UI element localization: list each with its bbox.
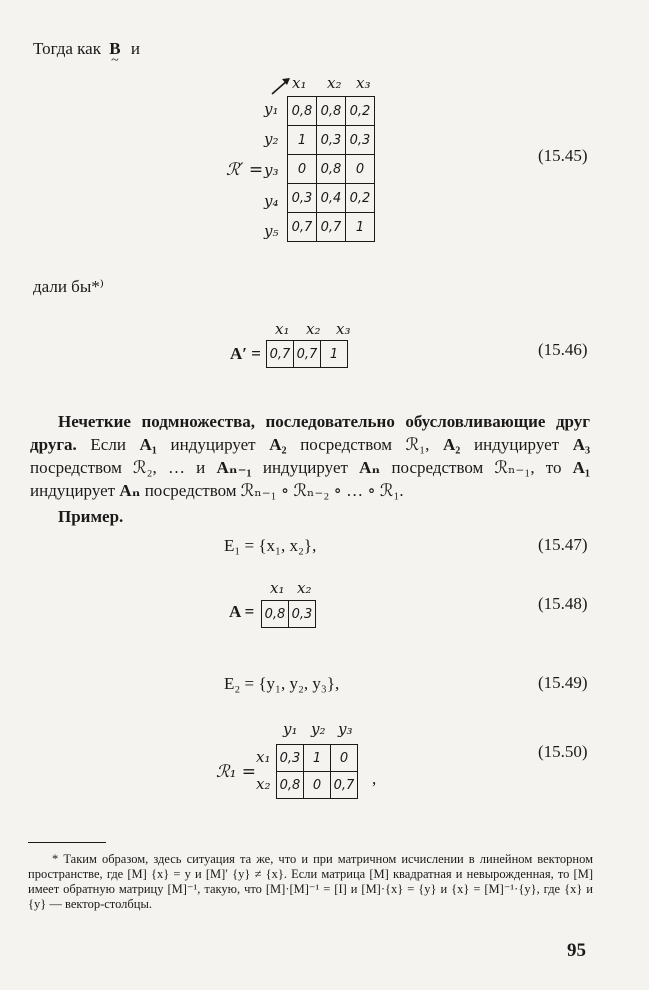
r1-label: ℛ₁ =: [216, 762, 257, 782]
equation-number-1550: (15.50): [538, 742, 588, 761]
matrix-cell: 0,7: [331, 772, 358, 799]
matrix-cell: 0,7: [267, 341, 294, 368]
matrix-cell: 0,8: [277, 772, 304, 799]
a-col-1: x₁: [270, 579, 285, 597]
matrix-row: [288, 97, 375, 126]
matrix-row: [262, 601, 316, 628]
matrix-cell: 0,3: [288, 184, 317, 213]
r1-col-3: y₃: [338, 720, 353, 738]
para-an2: Aₙ: [119, 481, 141, 500]
matrix-row: [288, 126, 375, 155]
matrix-cell: 0,4: [317, 184, 346, 213]
intro-symbol: B ~: [109, 38, 120, 60]
para-ind3: индуцирует: [262, 458, 348, 477]
para-via4: посредством ℛₙ₋₁ ∘ ℛₙ₋₂ ∘ … ∘ ℛ₁.: [144, 481, 404, 500]
intro-text: Тогда как: [33, 39, 101, 58]
matrix-cell: 0,7: [317, 213, 346, 242]
aprime-col-1: x₁: [275, 320, 290, 338]
para-ind4: индуцирует: [30, 481, 116, 500]
intro-line: [33, 38, 140, 60]
intro-end: и: [130, 39, 140, 58]
example-heading: Пример.: [58, 507, 124, 526]
rprime-col-2: x₂: [327, 74, 342, 92]
aprime-vector: [266, 340, 348, 368]
e1-equation: E₁ = {x₁, x₂},: [224, 536, 317, 555]
rprime-row-3: y₃: [264, 161, 279, 179]
matrix-row: [277, 745, 358, 772]
r1-trailing-comma: ,: [372, 769, 377, 788]
equation-number-1545: (15.45): [538, 146, 588, 165]
para-a2b: A₂: [443, 435, 461, 454]
matrix-row: [267, 341, 348, 368]
aprime-col-3: x₃: [336, 320, 351, 338]
para-a2: A₂: [269, 435, 287, 454]
rprime-matrix: [287, 96, 375, 242]
rprime-col-1: x₁: [292, 74, 307, 92]
a-label: A =: [229, 602, 255, 621]
matrix-cell: 1: [304, 745, 331, 772]
matrix-cell: 1: [288, 126, 317, 155]
rprime-col-3: x₃: [356, 74, 371, 92]
would-give-text: дали бы*⁾: [33, 277, 104, 296]
para-if: Если: [90, 435, 126, 454]
matrix-cell: 0,8: [317, 97, 346, 126]
para-ind1: индуцирует: [170, 435, 256, 454]
para-ind2: индуцирует: [474, 435, 560, 454]
rprime-row-2: y₂: [264, 130, 279, 148]
rprime-row-4: y₄: [264, 192, 279, 210]
matrix-cell: 0,8: [262, 601, 289, 628]
equation-number-1546: (15.46): [538, 340, 588, 359]
e2-equation: E₂ = {y₁, y₂, y₃},: [224, 674, 340, 693]
equation-number-1549: (15.49): [538, 673, 588, 692]
paragraph-chained-subsets: [30, 410, 590, 502]
matrix-cell: 0,3: [277, 745, 304, 772]
r1-col-2: y₂: [311, 720, 326, 738]
para-a1: A₁: [139, 435, 157, 454]
matrix-cell: 1: [346, 213, 375, 242]
matrix-cell: 0,8: [317, 155, 346, 184]
equation-number-1547: (15.47): [538, 535, 588, 554]
matrix-cell: 0: [304, 772, 331, 799]
matrix-cell: 0: [288, 155, 317, 184]
matrix-cell: 0: [346, 155, 375, 184]
matrix-cell: 0,2: [346, 184, 375, 213]
matrix-cell: 0,7: [294, 341, 321, 368]
para-a3: A₃: [572, 435, 591, 454]
matrix-cell: 0,7: [288, 213, 317, 242]
aprime-label: A′ =: [230, 344, 261, 363]
matrix-cell: 1: [321, 341, 348, 368]
matrix-cell: 0,3: [317, 126, 346, 155]
para-an1: Aₙ₋₁: [216, 458, 252, 477]
a-col-2: x₂: [297, 579, 312, 597]
para-an: Aₙ: [359, 458, 381, 477]
matrix-cell: 0,3: [346, 126, 375, 155]
a-vector: [261, 600, 316, 628]
rprime-row-5: y₅: [264, 222, 279, 240]
para-via3: посредством ℛₙ₋₁, то: [391, 458, 562, 477]
matrix-row: [288, 155, 375, 184]
para-line2: посредством ℛ₂, … и: [30, 458, 206, 477]
aprime-col-2: x₂: [306, 320, 321, 338]
page-number: 95: [567, 940, 586, 961]
matrix-row: [277, 772, 358, 799]
rprime-label: ℛ′ =: [226, 160, 264, 180]
matrix-cell: 0: [331, 745, 358, 772]
r1-row-1: x₁: [256, 748, 271, 766]
matrix-row: [288, 213, 375, 242]
r1-col-1: y₁: [283, 720, 298, 738]
footnote: * Таким образом, здесь ситуация та же, что и при матричном исчислении в линейном векторном пространстве, где [M] {x} = y и [M]′ {y} ≠ {x}. Если матрица [M] квадратная и невырожденная, то [M] имеет обратную матрицу [M]⁻¹, такую, что [M]·[M]⁻¹ = [I] и [M]·{x} = {y} и {x} = [M]⁻¹·{y}, где {x} и {y} — вектор-столбцы.: [28, 852, 593, 911]
r1-matrix: [276, 744, 358, 799]
matrix-cell: 0,8: [288, 97, 317, 126]
matrix-cell: 0,3: [289, 601, 316, 628]
para-a1b: A₁: [572, 458, 591, 477]
equation-number-1548: (15.48): [538, 594, 588, 613]
r1-row-2: x₂: [256, 775, 271, 793]
footnote-divider: [28, 842, 106, 843]
matrix-row: [288, 184, 375, 213]
paragraph-heading: Нечеткие подмножества, последовательно обусловливающие друг друга.: [30, 412, 590, 454]
rprime-row-1: y₁: [264, 100, 279, 118]
matrix-cell: 0,2: [346, 97, 375, 126]
para-via1: посредством ℛ₁,: [300, 435, 430, 454]
